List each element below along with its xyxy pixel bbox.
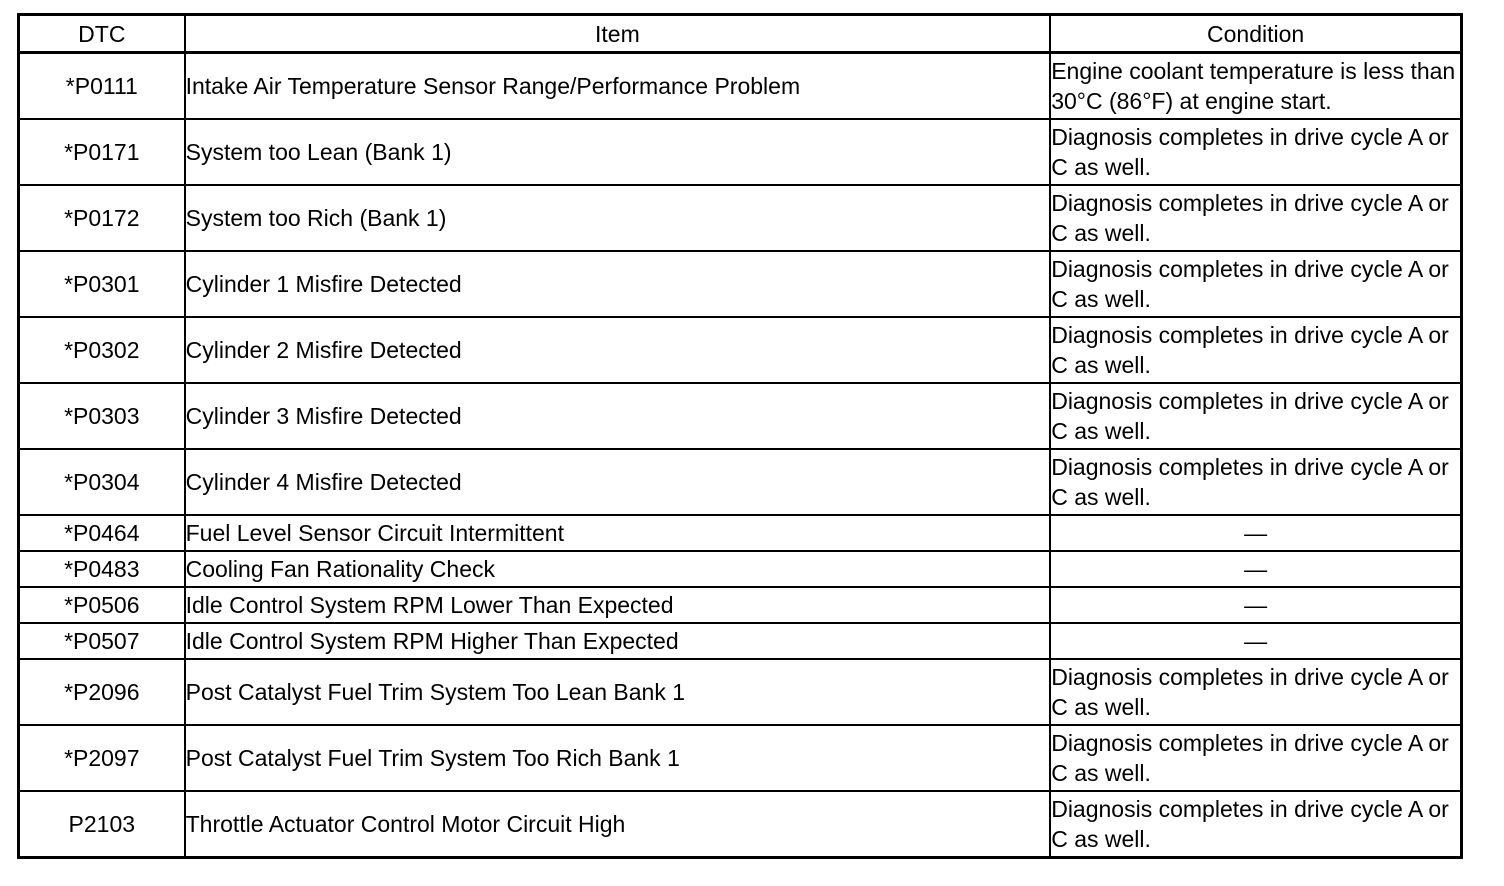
condition-cell: Diagnosis completes in drive cycle A or C as well. [1050,383,1461,449]
table-row [19,725,1462,791]
dtc-code-cell: *P0172 [19,185,185,251]
condition-cell: Diagnosis completes in drive cycle A or C as well. [1050,725,1461,791]
table-row [19,587,1462,623]
condition-cell: — [1050,623,1461,659]
item-cell: System too Rich (Bank 1) [185,185,1051,251]
item-cell: Intake Air Temperature Sensor Range/Performance Problem [185,53,1051,120]
dtc-code-cell: *P0304 [19,449,185,515]
table-row [19,551,1462,587]
condition-cell: Diagnosis completes in drive cycle A or C as well. [1050,317,1461,383]
condition-cell: Diagnosis completes in drive cycle A or C as well. [1050,251,1461,317]
condition-cell: Engine coolant temperature is less than 30°C (86°F) at engine start. [1050,53,1461,120]
dtc-code-cell: *P2096 [19,659,185,725]
table-row [19,791,1462,858]
dtc-code-cell: *P0111 [19,53,185,120]
table-row [19,185,1462,251]
item-cell: System too Lean (Bank 1) [185,119,1051,185]
dtc-code-cell: *P0171 [19,119,185,185]
table-row [19,53,1462,120]
condition-cell: Diagnosis completes in drive cycle A or C as well. [1050,185,1461,251]
condition-cell: — [1050,515,1461,551]
item-cell: Fuel Level Sensor Circuit Intermittent [185,515,1051,551]
table-row [19,659,1462,725]
condition-cell: — [1050,551,1461,587]
item-cell: Post Catalyst Fuel Trim System Too Lean Bank 1 [185,659,1051,725]
table-header [19,15,1462,53]
item-cell: Cylinder 4 Misfire Detected [185,449,1051,515]
item-cell: Throttle Actuator Control Motor Circuit High [185,791,1051,858]
table-row [19,317,1462,383]
item-cell: Idle Control System RPM Lower Than Expected [185,587,1051,623]
dtc-code-cell: *P0506 [19,587,185,623]
dtc-code-cell: P2103 [19,791,185,858]
table-row [19,623,1462,659]
item-cell: Cylinder 1 Misfire Detected [185,251,1051,317]
header-item: Item [185,15,1051,53]
item-cell: Cylinder 2 Misfire Detected [185,317,1051,383]
header-dtc: DTC [19,15,185,53]
dtc-code-cell: *P0507 [19,623,185,659]
header-condition: Condition [1050,15,1461,53]
dtc-code-cell: *P2097 [19,725,185,791]
table-row [19,515,1462,551]
item-cell: Cooling Fan Rationality Check [185,551,1051,587]
condition-cell: — [1050,587,1461,623]
table-row [19,251,1462,317]
dtc-code-cell: *P0301 [19,251,185,317]
condition-cell: Diagnosis completes in drive cycle A or C as well. [1050,791,1461,858]
dtc-code-cell: *P0464 [19,515,185,551]
item-cell: Post Catalyst Fuel Trim System Too Rich Bank 1 [185,725,1051,791]
dtc-code-cell: *P0483 [19,551,185,587]
table-row [19,383,1462,449]
dtc-table [17,13,1463,859]
dtc-code-cell: *P0303 [19,383,185,449]
header-row [19,15,1462,53]
table-row [19,449,1462,515]
condition-cell: Diagnosis completes in drive cycle A or C as well. [1050,449,1461,515]
condition-cell: Diagnosis completes in drive cycle A or C as well. [1050,119,1461,185]
table-body [19,53,1462,858]
item-cell: Idle Control System RPM Higher Than Expected [185,623,1051,659]
dtc-code-cell: *P0302 [19,317,185,383]
table-row [19,119,1462,185]
item-cell: Cylinder 3 Misfire Detected [185,383,1051,449]
condition-cell: Diagnosis completes in drive cycle A or C as well. [1050,659,1461,725]
